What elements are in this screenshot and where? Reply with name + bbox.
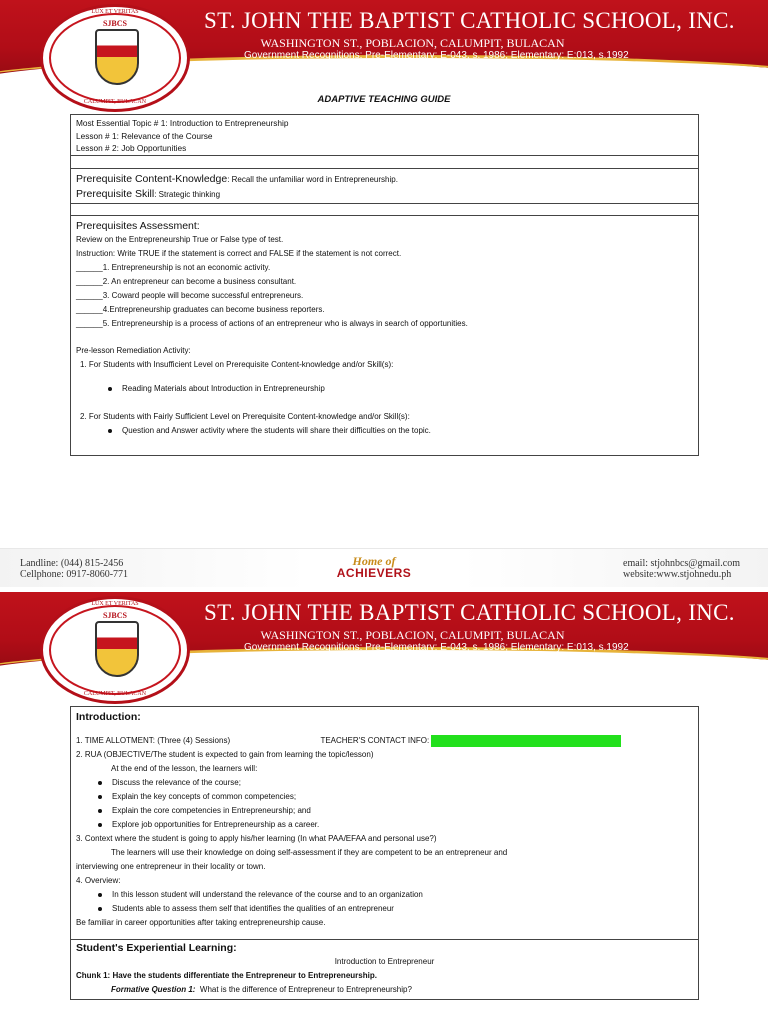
introduction-row [71, 707, 698, 940]
school-seal-logo [40, 596, 190, 704]
school-recognitions: Government Recognitions: Pre-Elementary: E-043, s. 1986; Elementary: E:013, s.1992 [244, 50, 629, 61]
rua-lead: At the end of the lesson, the learners will: [111, 764, 258, 773]
home-of-achievers-logo [324, 555, 424, 579]
footer-landline: Landline: (044) 815-2456 [20, 558, 124, 569]
assessment-item: ______1. Entrepreneurship is not an economic activity. [76, 263, 271, 272]
formative-question-label: Formative Question 1: [111, 985, 196, 994]
prereq-skill-value: : Strategic thinking [154, 190, 221, 199]
remediation-group-1-bullet: Reading Materials about Introduction in Entrepreneurship [122, 384, 325, 393]
footer-website[interactable]: website:www.stjohnedu.ph [623, 569, 732, 580]
document-title: ADAPTIVE TEACHING GUIDE [317, 94, 451, 105]
prereq-content-label: Prerequisite Content-Knowledge [76, 173, 228, 185]
teacher-contact-highlight [431, 735, 621, 747]
overview-tail: Be familiar in career opportunities after taking entrepreneurship cause. [76, 918, 326, 927]
rua-line: 2. RUA (OBJECTIVE/The student is expected to gain from learning the topic/lesson) [76, 750, 374, 759]
school-name: ST. JOHN THE BAPTIST CATHOLIC SCHOOL, INC. [204, 8, 735, 33]
seal-shield-icon [95, 29, 139, 85]
time-allotment: 1. TIME ALLOTMENT: (Three (4) Sessions) [76, 736, 231, 745]
assessment-item: ______3. Coward people will become successful entrepreneurs. [76, 291, 304, 300]
lesson-table [70, 114, 699, 456]
experiential-heading: Student's Experiential Learning: [76, 942, 237, 954]
seal-motto-bottom: CALUMPIT, BULACAN [83, 99, 147, 105]
assessment-item: ______4.Entrepreneurship graduates can become business reporters. [76, 305, 325, 314]
bullet-icon [98, 907, 102, 911]
seal-motto-bottom: CALUMPIT, BULACAN [83, 691, 147, 697]
seal-motto-top: LUX ET VERITAS [91, 9, 139, 15]
experiential-row [71, 940, 698, 999]
school-address: WASHINGTON ST., POBLACION, CALUMPIT, BULACAN [260, 36, 565, 50]
experiential-subtitle: Introduction to Entrepreneur [334, 957, 435, 966]
school-recognitions: Government Recognitions: Pre-Elementary: E-043, s. 1986; Elementary: E:013, s.1992 [244, 642, 629, 653]
lesson-2-line: Lesson # 2: Job Opportunities [76, 143, 187, 153]
objective-item: Explain the core competencies in Entrepreneurship; and [112, 806, 311, 815]
introduction-heading: Introduction: [76, 711, 141, 723]
lesson-1-line: Lesson # 1: Relevance of the Course [76, 130, 213, 141]
objective-item: Explore job opportunities for Entrepreneurship as a career. [112, 820, 320, 829]
overview-item: Students able to assess them self that identifies the qualities of an entrepreneur [112, 904, 394, 913]
school-recognitions-secondary: Secondary: S:012, s. 1996; Senior High School: SHSP No. 169, s. 2015 [290, 653, 608, 664]
remediation-heading: Pre-lesson Remediation Activity: [76, 346, 191, 355]
footer-cellphone: Cellphone: 0917-8060-771 [20, 569, 129, 580]
assessment-instruction: Instruction: Write TRUE if the statement is correct and FALSE if the statement is not correct. [76, 249, 402, 258]
bullet-icon [98, 809, 102, 813]
teacher-contact-label: TEACHER'S CONTACT INFO: [320, 736, 430, 745]
assessment-item: ______2. An entrepreneur can become a business consultant. [76, 277, 297, 286]
assessment-intro: Review on the Entrepreneurship True or False type of test. [76, 235, 284, 244]
assessment-row [71, 216, 698, 440]
context-line: 3. Context where the student is going to apply his/her learning (In what PAA/EFAA and personal use?) [76, 834, 437, 843]
footer-contact-right [623, 558, 740, 580]
bullet-icon [98, 893, 102, 897]
logo-achievers: ACHIEVERS [336, 566, 412, 580]
objective-item: Discuss the relevance of the course; [112, 778, 241, 787]
context-text: interviewing one entrepreneur in their locality or town. [76, 862, 266, 871]
overview-item: In this lesson student will understand the relevance of the course and to an organization [112, 890, 423, 899]
seal-motto-top: LUX ET VERITAS [91, 601, 139, 607]
topic-line: Most Essential Topic # 1: Introduction to Entrepreneurship [76, 118, 289, 128]
remediation-group-2-bullet: Question and Answer activity where the students will share their difficulties on the topic. [122, 426, 431, 435]
seal-abbreviation: SJBCS [102, 19, 127, 28]
remediation-group-2: 2. For Students with Fairly Sufficient Level on Prerequisite Content-knowledge and/or Skill(s): [80, 412, 410, 421]
footer-email[interactable]: email: stjohnbcs@gmail.com [623, 558, 740, 569]
logo-home-of: Home of [352, 554, 396, 568]
introduction-table [70, 706, 699, 1000]
seal-abbreviation: SJBCS [102, 611, 127, 620]
formative-question-text: What is the difference of Entrepreneur to Entrepreneurship? [199, 985, 412, 994]
bullet-icon [108, 387, 112, 391]
assessment-heading: Prerequisites Assessment: [76, 220, 200, 232]
empty-row [71, 156, 698, 169]
prereq-content-value: : Recall the unfamiliar word in Entrepreneurship. [227, 175, 398, 184]
empty-row [71, 204, 698, 216]
assessment-item: ______5. Entrepreneurship is a process of actions of an entrepreneur who is always in search of opportunities. [76, 319, 468, 328]
chunk-1: Chunk 1: Have the students differentiate the Entrepreneur to Entrepreneurship. [76, 971, 377, 980]
context-text: The learners will use their knowledge on doing self-assessment if they are competent to be an entrepreneur and [111, 848, 508, 857]
remediation-group-1: 1. For Students with Insufficient Level on Prerequisite Content-knowledge and/or Skill(s): [80, 360, 394, 369]
footer-contact-left [20, 558, 128, 580]
bullet-icon [98, 795, 102, 799]
prerequisite-row [71, 169, 698, 204]
bullet-icon [108, 429, 112, 433]
overview-heading: 4. Overview: [76, 876, 121, 885]
topic-row [71, 115, 698, 156]
bullet-icon [98, 823, 102, 827]
prereq-skill-label: Prerequisite Skill [76, 188, 155, 200]
seal-shield-icon [95, 621, 139, 677]
school-recognitions-secondary: Secondary: S:012, s. 1996; Senior High School: SHSP No. 169, s. 2015 [290, 61, 608, 72]
bullet-icon [98, 781, 102, 785]
school-address: WASHINGTON ST., POBLACION, CALUMPIT, BULACAN [260, 628, 565, 642]
school-name: ST. JOHN THE BAPTIST CATHOLIC SCHOOL, INC. [204, 600, 735, 625]
objective-item: Explain the key concepts of common competencies; [112, 792, 297, 801]
